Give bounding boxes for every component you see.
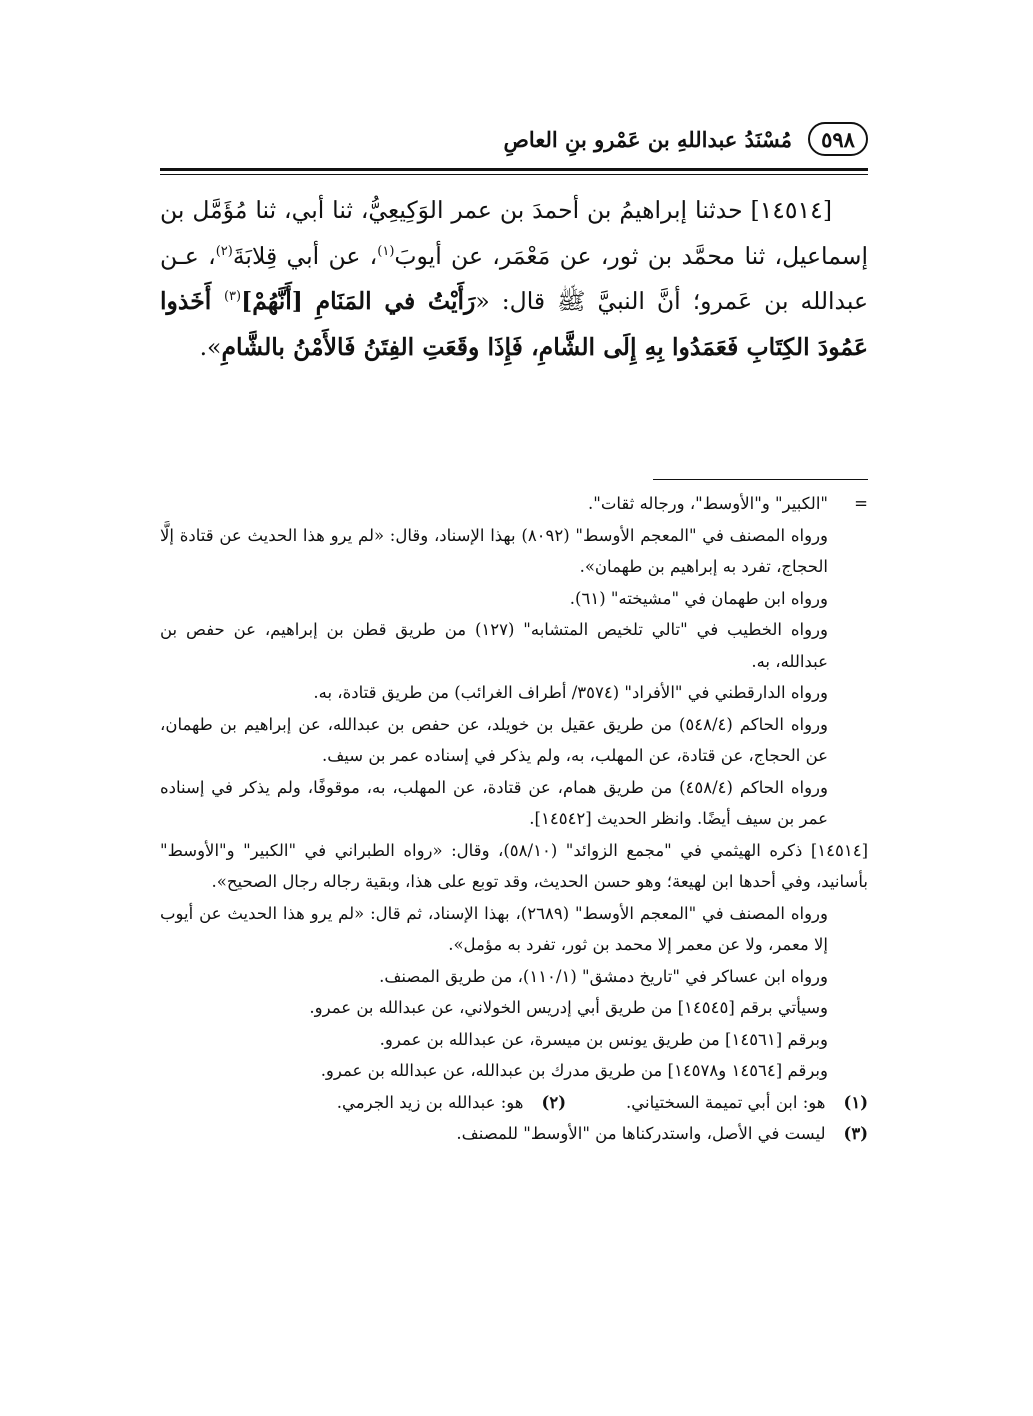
isnad-3: ، عـن عبدالله بن عَمرو؛ أنَّ النبيَّ ﷺ قال: « (160, 241, 868, 315)
footnote-row (160, 583, 868, 615)
footnote-notes-row-1 (160, 1087, 868, 1119)
takhrij-line: ورواه ابن عساكر في "تاريخ دمشق" (١١٠/١)، من طريق المصنف. (379, 966, 828, 986)
quote-close: ». (199, 332, 222, 361)
footnote-note-3 (456, 1118, 868, 1150)
footnote-ref-3[interactable]: (٣) (223, 289, 242, 305)
takhrij-line: وبرقم [١٤٥٦١] من طريق يونس بن ميسرة، عن عبدالله بن عمرو. (379, 1029, 828, 1049)
hadith-number: [١٤٥١٤] (750, 196, 832, 224)
footnotes (160, 488, 868, 1150)
note-text: ليست في الأصل، واستدركناها من "الأوسط" للمصنف. (456, 1124, 826, 1143)
footnote-separator (653, 479, 868, 480)
takhrij-row (160, 898, 868, 961)
page-header (160, 118, 868, 160)
note-mark: (٣) (843, 1124, 868, 1143)
takhrij-first (160, 835, 868, 898)
takhrij-line: وبرقم [١٤٥٦٤ و١٤٥٧٨] من طريق مدرك بن عبدالله، عن عبدالله بن عمرو. (320, 1061, 828, 1080)
hadith-paragraph (160, 188, 868, 370)
footnote-ref-1[interactable]: (١) (377, 243, 395, 259)
header-rule-thick (160, 168, 868, 171)
matn-2: أَخَذوا عَمُودَ الكِتَابِ فَعَمَدُوا بِهِ إِلَى الشَّامِ، فَإِذَا وقَعَتِ الفِتَنُ فَالأَمْنُ بالشَّامِ (160, 287, 868, 361)
note-text: هو: عبدالله بن زيد الجرمي. (336, 1092, 524, 1112)
takhrij-line: وسيأتي برقم [١٤٥٤٥] من طريق أبي إدريس الخولاني، عن عبدالله بن عمرو. (309, 998, 828, 1017)
footnote-continuation (160, 488, 868, 520)
header-rule-thin (160, 174, 868, 175)
footnote-ref-2[interactable]: (٢) (215, 243, 233, 259)
footnote-note-1 (626, 1087, 868, 1119)
footnote-line: ورواه الدارقطني في "الأفراد" (٣٥٧٤/ أطراف الغرائب) من طريق قتادة، به. (313, 683, 828, 702)
page-number: ٥٩٨ (808, 122, 868, 156)
footnote-row (160, 520, 868, 583)
footnote-line: ورواه المصنف في "المعجم الأوسط" (٨٠٩٢) بهذا الإسناد، وقال: «لم يرو هذا الحديث عن قتادة إلَّا الحجاج، تفرد به إبراهيم بن طهمان». (160, 525, 829, 576)
takhrij-row (160, 961, 868, 993)
footnote-line: ورواه الحاكم (٥٤٨/٤) من طريق عقيل بن خويلد، عن حفص بن عبدالله، عن إبراهيم بن طهمان، عن الحجاج، عن قتادة، عن المهلب، به، ولم يذكر في إسناده عمر بن سيف. (160, 714, 829, 765)
takhrij-line: ورواه المصنف في "المعجم الأوسط" (٢٦٨٩)، بهذا الإسناد، ثم قال: «لم يرو هذا الحديث عن أيوب إلا معمر، ولا عن معمر إلا محمد بن ثور، تفرد به مؤمل». (160, 903, 828, 954)
note-mark: (١) (843, 1092, 868, 1112)
matn-1: رَأَيْتُ في المَنَامِ [أَنَّهُمْ] (241, 287, 476, 315)
footnote-row (160, 677, 868, 709)
footnote-row (160, 614, 868, 677)
continuation-mark: = (854, 494, 868, 513)
note-mark: (٢) (541, 1092, 567, 1112)
isnad-2: ، عن أبي قِلابَةَ (232, 241, 378, 270)
footnote-row (160, 709, 868, 772)
takhrij-text (160, 835, 868, 898)
footnote-row (160, 772, 868, 835)
running-title: مُسْنَدُ عبداللهِ بن عَمْرو بنِ العاصِ (503, 126, 792, 152)
note-text: هو: ابن أبي تميمة السختياني. (626, 1092, 826, 1112)
footnote-line: ورواه الحاكم (٤٥٨/٤) من طريق همام، عن قتادة، عن المهلب، به، موقوفًا، ولم يذكر في إسناده عمر بن سيف أيضًا. وانظر الحديث [١٤٥٤٢]. (160, 777, 828, 828)
footnote-notes-row-2 (160, 1118, 868, 1150)
hadith-text (160, 188, 868, 370)
takhrij-line: ذكره الهيثمي في "مجمع الزوائد" (٥٨/١٠)، وقال: «رواه الطبراني في "الكبير" و"الأوسط" بأسانيد، وفي أحدها ابن لهيعة؛ وهو حسن الحديث، وقد توبع على هذا، وبقية رجاله رجال الصحيح». (160, 840, 868, 891)
footnote-note-2 (337, 1087, 566, 1119)
takhrij-row (160, 1024, 868, 1056)
footnote-line: ورواه الخطيب في "تالي تلخيص المتشابه" (١٢٧) من طريق قطن بن إبراهيم، عن حفص بن عبدالله، به. (160, 620, 828, 671)
footnote-line: "الكبير" و"الأوسط"، ورجاله ثقات". (588, 494, 828, 513)
takhrij-row (160, 992, 868, 1024)
takhrij-row (160, 1055, 868, 1087)
isnad: حدثنا إبراهيمُ بن أحمدَ بن عمر الوَكِيعِيُّ، ثنا أبي، ثنا مُؤَمَّل بن إسماعيل، ثنا محمَّد بن ثور، عن مَعْمَر، عن أيوبَ (160, 196, 868, 270)
footnote-line: ورواه ابن طهمان في "مشيخته" (٦١). (569, 588, 828, 608)
takhrij-number: [١٤٥١٤] (810, 840, 868, 860)
